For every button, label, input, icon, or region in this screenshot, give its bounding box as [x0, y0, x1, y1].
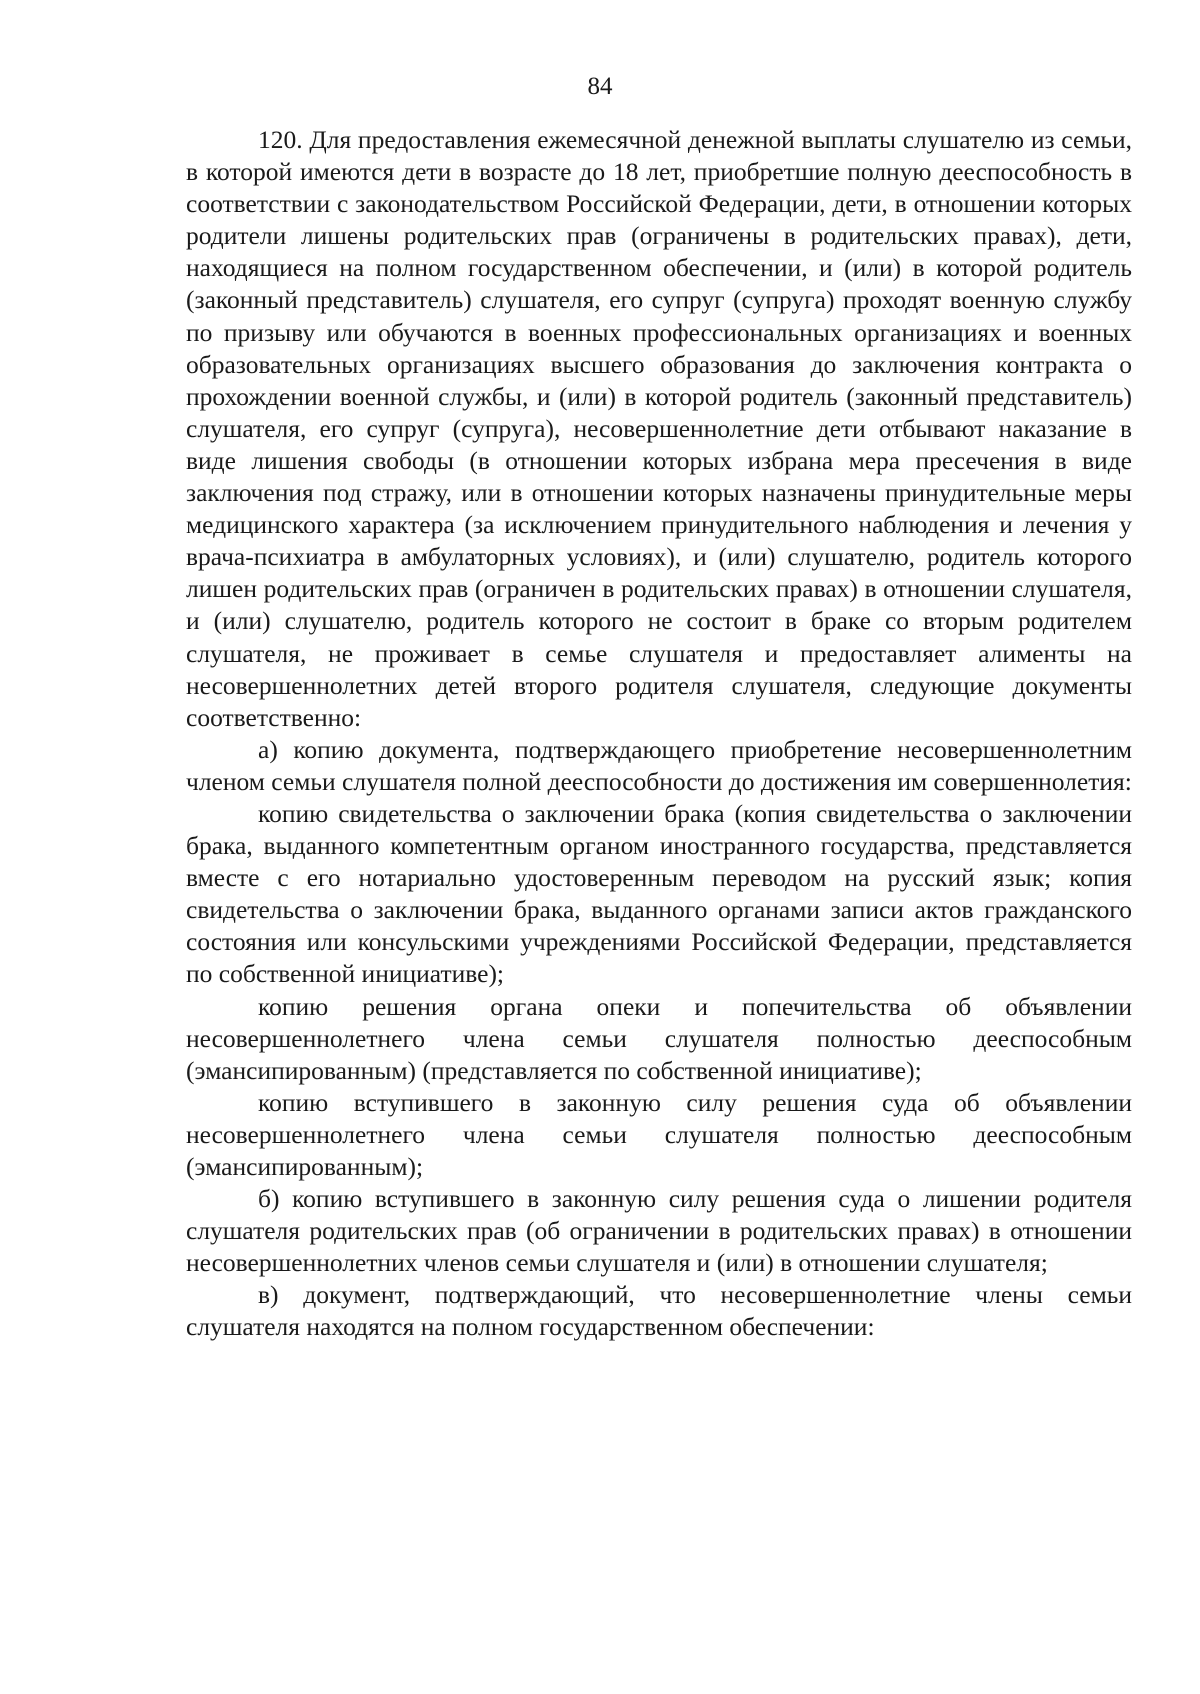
paragraph-item-v: в) документ, подтверждающий, что несовершеннолетние члены семьи слушателя находятся на полном государственном обеспечении: — [186, 1280, 1132, 1342]
paragraph-item-b: б) копию вступившего в законную силу решения суда о лишении родителя слушателя родительских прав (об ограничении в родительских правах) в отношении несовершеннолетних членов семьи слушателя и (или) в отношении слушателя; — [186, 1184, 1132, 1278]
document-body — [186, 124, 1132, 1344]
page-number: 84 — [587, 73, 613, 100]
paragraph-marriage-certificate: копию свидетельства о заключении брака (копия свидетельства о заключении брака, выданного компетентным органом иностранного государства, представляется вместе с его нотариально удостоверенным переводом на русский язык; копия свидетельства о заключении брака, выданного органами записи актов гражданского состояния или консульскими учреждениями Российской Федерации, представляется по собственной инициативе); — [186, 798, 1132, 989]
paragraph-guardianship-decision: копию решения органа опеки и попечительства об объявлении несовершеннолетнего члена семьи слушателя полностью дееспособным (эмансипированным) (представляется по собственной инициативе); — [186, 991, 1132, 1085]
paragraph-120: 120. Для предоставления ежемесячной денежной выплаты слушателю из семьи, в которой имеются дети в возрасте до 18 лет, приобретшие полную дееспособность в соответствии с законодательством Российской Федерации, дети, в отношении которых родители лишены родительских прав (ограничены в родительских правах), дети, находящиеся на полном государственном обеспечении, и (или) в которой родитель (законный представитель) слушателя, его супруг (супруга) проходят военную службу по призыву или обучаются в военных профессиональных организациях и военных образовательных организациях высшего образования до заключения контракта о прохождении военной службы, и (или) в которой родитель (законный представитель) слушателя, его супруг (супруга), несовершеннолетние дети отбывают наказание в виде лишения свободы (в отношении которых избрана мера пресечения в виде заключения под стражу, или в отношении которых назначены принудительные меры медицинского характера (за исключением принудительного наблюдения и лечения у врача-психиатра в амбулаторных условиях), и (или) слушателю, родитель которого лишен родительских прав (ограничен в родительских правах) в отношении слушателя, и (или) слушателю, родитель которого не состоит в браке со вторым родителем слушателя, не проживает в семье слушателя и предоставляет алименты на несовершеннолетних детей второго родителя слушателя, следующие документы соответственно: — [186, 125, 1132, 732]
paragraph-item-a: а) копию документа, подтверждающего приобретение несовершеннолетним членом семьи слушателя полной дееспособности до достижения им совершеннолетия: — [186, 734, 1132, 796]
paragraph-court-decision-emancipation: копию вступившего в законную силу решения суда об объявлении несовершеннолетнего члена семьи слушателя полностью дееспособным (эмансипированным); — [186, 1087, 1132, 1181]
